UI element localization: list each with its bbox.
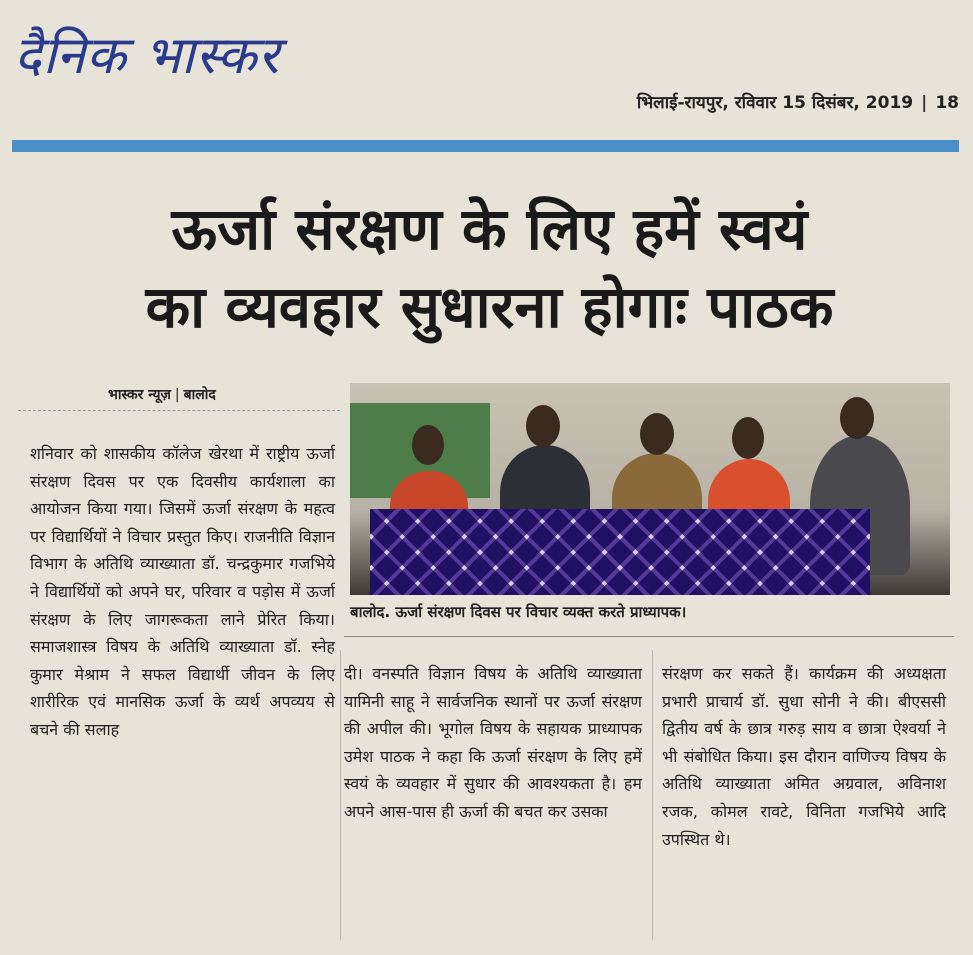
dateline-separator: | — [921, 93, 928, 113]
header-rule — [12, 140, 959, 152]
person-4-head — [732, 417, 764, 459]
headline — [20, 190, 959, 346]
dateline-text: भिलाई-रायपुर, रविवार 15 दिसंबर, 2019 — [636, 93, 914, 113]
news-photo — [350, 383, 950, 595]
newspaper-masthead: दैनिक भास्कर — [14, 26, 280, 86]
article-column-2: दी। वनस्पति विज्ञान विषय के अतिथि व्याख्याता यामिनी साहू ने सार्वजनिक स्थानों पर ऊर्जा संरक्षण की अपील की। भूगोल विषय के सहायक प्राध्यापक उमेश पाठक ने कहा कि ऊर्जा संरक्षण के लिए हमें स्वयं के व्यवहार में सुधार की आवश्यकता है। हम अपने आस-पास ही ऊर्जा की बचत कर उसका — [344, 664, 642, 821]
person-2-head — [526, 405, 560, 447]
byline-place: बालोद — [183, 387, 216, 403]
column-divider-1 — [340, 650, 341, 940]
dateline — [637, 90, 959, 113]
page-number: 18 — [935, 93, 959, 113]
article-column-1: शनिवार को शासकीय कॉलेज खेरथा में राष्ट्रीय ऊर्जा संरक्षण दिवस पर एक दिवसीय कार्यशाला का आयोजन किया गया। जिसमें ऊर्जा संरक्षण के महत्व पर विद्यार्थियों ने विचार प्रस्तुत किए। राजनीति विज्ञान विभाग के अतिथि व्याख्याता डॉ. चन्द्रकुमार गजभिये ने विद्यार्थियों को अपने घर, परिवार व पड़ोस में ऊर्जा संरक्षण के लिए जागरूकता लाने प्रेरित किया। समाजशास्त्र विषय के अतिथि व्याख्याता डॉ. स्नेह कुमार मेश्राम ने सफल विद्यार्थी जीवन के लिए शारीरिक एवं मानसिक ऊर्जा के व्यर्थ अपव्यय से बचने की सलाह — [30, 444, 335, 739]
person-1-head — [412, 425, 444, 465]
column-divider-2 — [652, 650, 653, 940]
person-3-head — [640, 413, 674, 455]
byline-agency: भास्कर न्यूज़ — [108, 387, 171, 403]
article-column-3: संरक्षण कर सकते हैं। कार्यक्रम की अध्यक्षता प्रभारी प्राचार्य डॉ. सुधा सोनी ने की। बीएससी द्वितीय वर्ष के छात्र गरुड़ साय व छात्रा ऐश्वर्या ने भी संबोधित किया। इस दौरान वाणिज्य विषय के अतिथि व्याख्याता अमित अग्रवाल, अविनाश रजक, कोमल रावटे, विनिता गजभिये आदि उपस्थित थे। — [662, 664, 946, 849]
photo-caption: बालोद. ऊर्जा संरक्षण दिवस पर विचार व्यक्त करते प्राध्यापक। — [350, 603, 687, 621]
caption-rule — [344, 636, 954, 637]
headline-line-1: ऊर्जा संरक्षण के लिए हमें स्वयं — [171, 195, 808, 263]
person-5-head — [840, 397, 874, 439]
table-cloth — [370, 509, 870, 595]
byline-separator: | — [174, 387, 180, 403]
byline-rule — [18, 410, 340, 411]
byline — [108, 385, 216, 404]
headline-line-2: का व्यवहार सुधारना होगाः पाठक — [145, 273, 834, 341]
